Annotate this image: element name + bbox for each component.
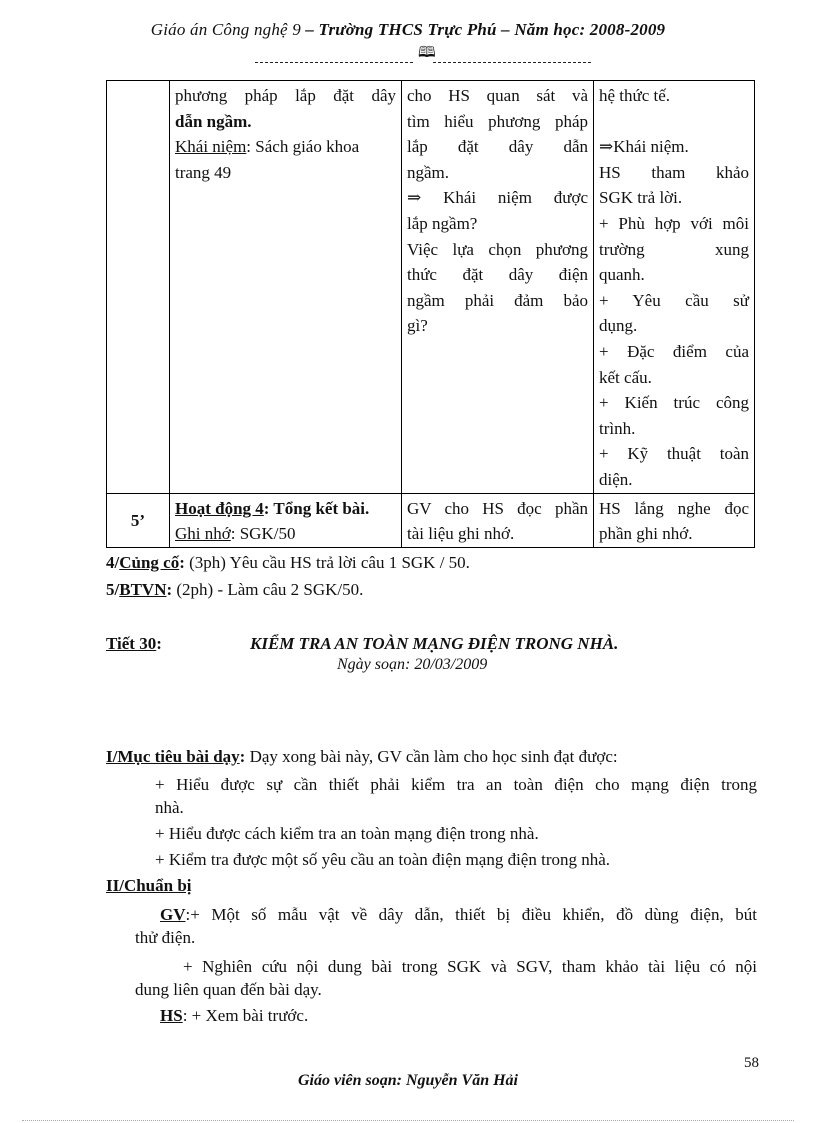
objective-item — [155, 772, 757, 798]
homework-label: BTVN — [119, 580, 167, 599]
table-text: : Sách giáo khoa — [246, 137, 360, 157]
label-colon: : — [239, 747, 246, 766]
table-text: + Đặc điểm của — [599, 341, 749, 361]
table-text — [175, 496, 396, 522]
homework-text: (2ph) - Làm câu 2 SGK/50. — [172, 580, 364, 599]
teacher-prep2 — [183, 954, 757, 980]
teacher-prep-text: :+ Một số mẫu vật về dây dẫn, thiết bị điều khiển, đồ dùng điện, bút — [185, 905, 757, 924]
objective-item: + Hiểu được cách kiểm tra an toàn mạng điện trong nhà. — [155, 824, 539, 843]
teacher-activity-cell — [402, 81, 594, 494]
hs-label: HS — [160, 1006, 183, 1025]
book-icon: 🕮 — [418, 45, 436, 61]
objectives-intro: Dạy xong bài này, GV cần làm cho học sinh đạt được: — [245, 747, 618, 766]
table-text: dụng. — [599, 316, 638, 336]
table-text: SGK trả lời. — [599, 188, 683, 208]
section-number: 4/ — [106, 553, 120, 572]
table-text: + Yêu cầu sử — [599, 290, 749, 310]
table-text: phần ghi nhớ. — [599, 524, 693, 544]
student-prep — [160, 1006, 308, 1026]
page-footer: Giáo viên soạn: Nguyễn Văn Hải — [297, 1072, 518, 1089]
table-text: + Phù hợp với môi — [599, 213, 749, 233]
objective-item-cont: nhà. — [155, 798, 184, 817]
table-text: : Tổng kết bài. — [263, 498, 370, 518]
objective-item: + Kiểm tra được một số yêu cầu an toàn điện mạng điện trong nhà. — [155, 850, 611, 869]
table-text: tìm hiểu phương pháp — [407, 111, 588, 131]
period-label — [106, 634, 162, 654]
consolidation-line — [106, 553, 470, 573]
consolidation-label: Củng cố — [119, 553, 180, 572]
lesson-table — [106, 80, 755, 548]
table-text: : SGK/50 — [230, 524, 296, 544]
teacher-prep2-cont: dung liên quan đến bài dạy. — [135, 980, 322, 999]
table-text: ⇒Khái niệm. — [599, 137, 689, 157]
objectives-heading — [106, 747, 618, 767]
objective-text: + Hiểu được sự cần thiết phải kiểm tra an toàn điện cho mạng điện trong — [155, 775, 757, 794]
memo-label: Ghi nhớ — [175, 524, 231, 544]
table-text: kết cấu. — [599, 367, 652, 387]
activity-label: Hoạt động 4 — [175, 498, 264, 518]
header-rule-left — [255, 62, 413, 63]
lesson-date: Ngày soạn: 20/03/2009 — [337, 656, 488, 673]
lesson-title: KIỂM TRA AN TOÀN MẠNG ĐIỆN TRONG NHÀ. — [250, 634, 619, 653]
teacher-activity-cell — [402, 493, 594, 547]
table-text: tài liệu ghi nhớ. — [407, 524, 515, 544]
table-text: trình. — [599, 418, 636, 438]
table-text — [175, 134, 396, 160]
student-prep-text: : + Xem bài trước. — [182, 1006, 309, 1025]
table-text: GV cho HS đọc phần — [407, 498, 588, 518]
student-activity-cell — [594, 493, 755, 547]
header-school: – Trường THCS Trực Phú – Năm học: 2008-2009 — [305, 20, 666, 39]
concept-label: Khái niệm — [175, 137, 247, 157]
time-cell — [107, 81, 170, 494]
label-colon: : — [166, 580, 173, 599]
teacher-prep-line — [160, 902, 757, 928]
page-number: 58 — [744, 1055, 759, 1071]
table-text: HS tham khảo — [599, 162, 749, 182]
table-text: ngầm phải đảm bảo — [407, 290, 588, 310]
table-row — [107, 493, 755, 547]
table-text: + Kiến trúc công — [599, 393, 749, 413]
preparation-heading — [106, 876, 192, 896]
table-text: thức đặt dây điện — [407, 265, 588, 285]
student-activity-cell — [594, 81, 755, 494]
teacher-prep — [160, 902, 757, 928]
table-text: diện. — [599, 469, 633, 489]
table-text: cho HS quan sát và — [407, 86, 588, 105]
table-text: phương pháp lắp đặt dây — [175, 86, 396, 105]
period-number: Tiết 30 — [106, 634, 157, 653]
teacher-prep-text: + Nghiên cứu nội dung bài trong SGK và SGV, tham khảo tài liệu có nội — [183, 957, 757, 976]
blank-line — [599, 109, 749, 135]
table-text: ⇒ Khái niệm được — [407, 188, 588, 208]
table-text: trang 49 — [175, 162, 232, 182]
table-text: lắp đặt dây dẫn — [407, 137, 588, 157]
teacher-prep-cont: thử điện. — [135, 928, 196, 947]
header-rule-right — [433, 62, 591, 63]
gv-label: GV — [160, 905, 186, 924]
table-text: Việc lựa chọn phương — [407, 239, 588, 259]
table-text: quanh. — [599, 265, 645, 285]
content-cell — [170, 493, 402, 547]
table-text — [175, 521, 396, 547]
label-colon: : — [156, 634, 162, 653]
table-text: gì? — [407, 316, 428, 336]
section-number: 5/ — [106, 580, 120, 599]
time-cell: 5’ — [107, 493, 170, 547]
homework-line — [106, 580, 363, 600]
table-text: HS lắng nghe đọc — [599, 498, 749, 518]
bottom-rule — [22, 1120, 794, 1121]
table-text: + Kỹ thuật toàn — [599, 444, 749, 464]
table-text: hệ thức tế. — [599, 86, 671, 105]
table-text: dẫn ngầm. — [175, 111, 252, 131]
header-subject: Giáo án Công nghệ 9 — [150, 20, 306, 39]
page-header — [0, 20, 816, 40]
table-text: trường xung — [599, 239, 749, 259]
time-text: (3ph) — [184, 553, 226, 572]
table-row — [107, 81, 755, 494]
consolidation-text: Yêu cầu HS trả lời câu 1 SGK / 50. — [225, 553, 470, 572]
table-text: lắp ngầm? — [407, 213, 478, 233]
label-colon: : — [179, 553, 185, 572]
objectives-label: I/Mục tiêu bài dạy — [106, 747, 240, 766]
content-cell — [170, 81, 402, 494]
preparation-label: II/Chuẩn bị — [106, 876, 192, 895]
table-text: ngầm. — [407, 162, 450, 182]
